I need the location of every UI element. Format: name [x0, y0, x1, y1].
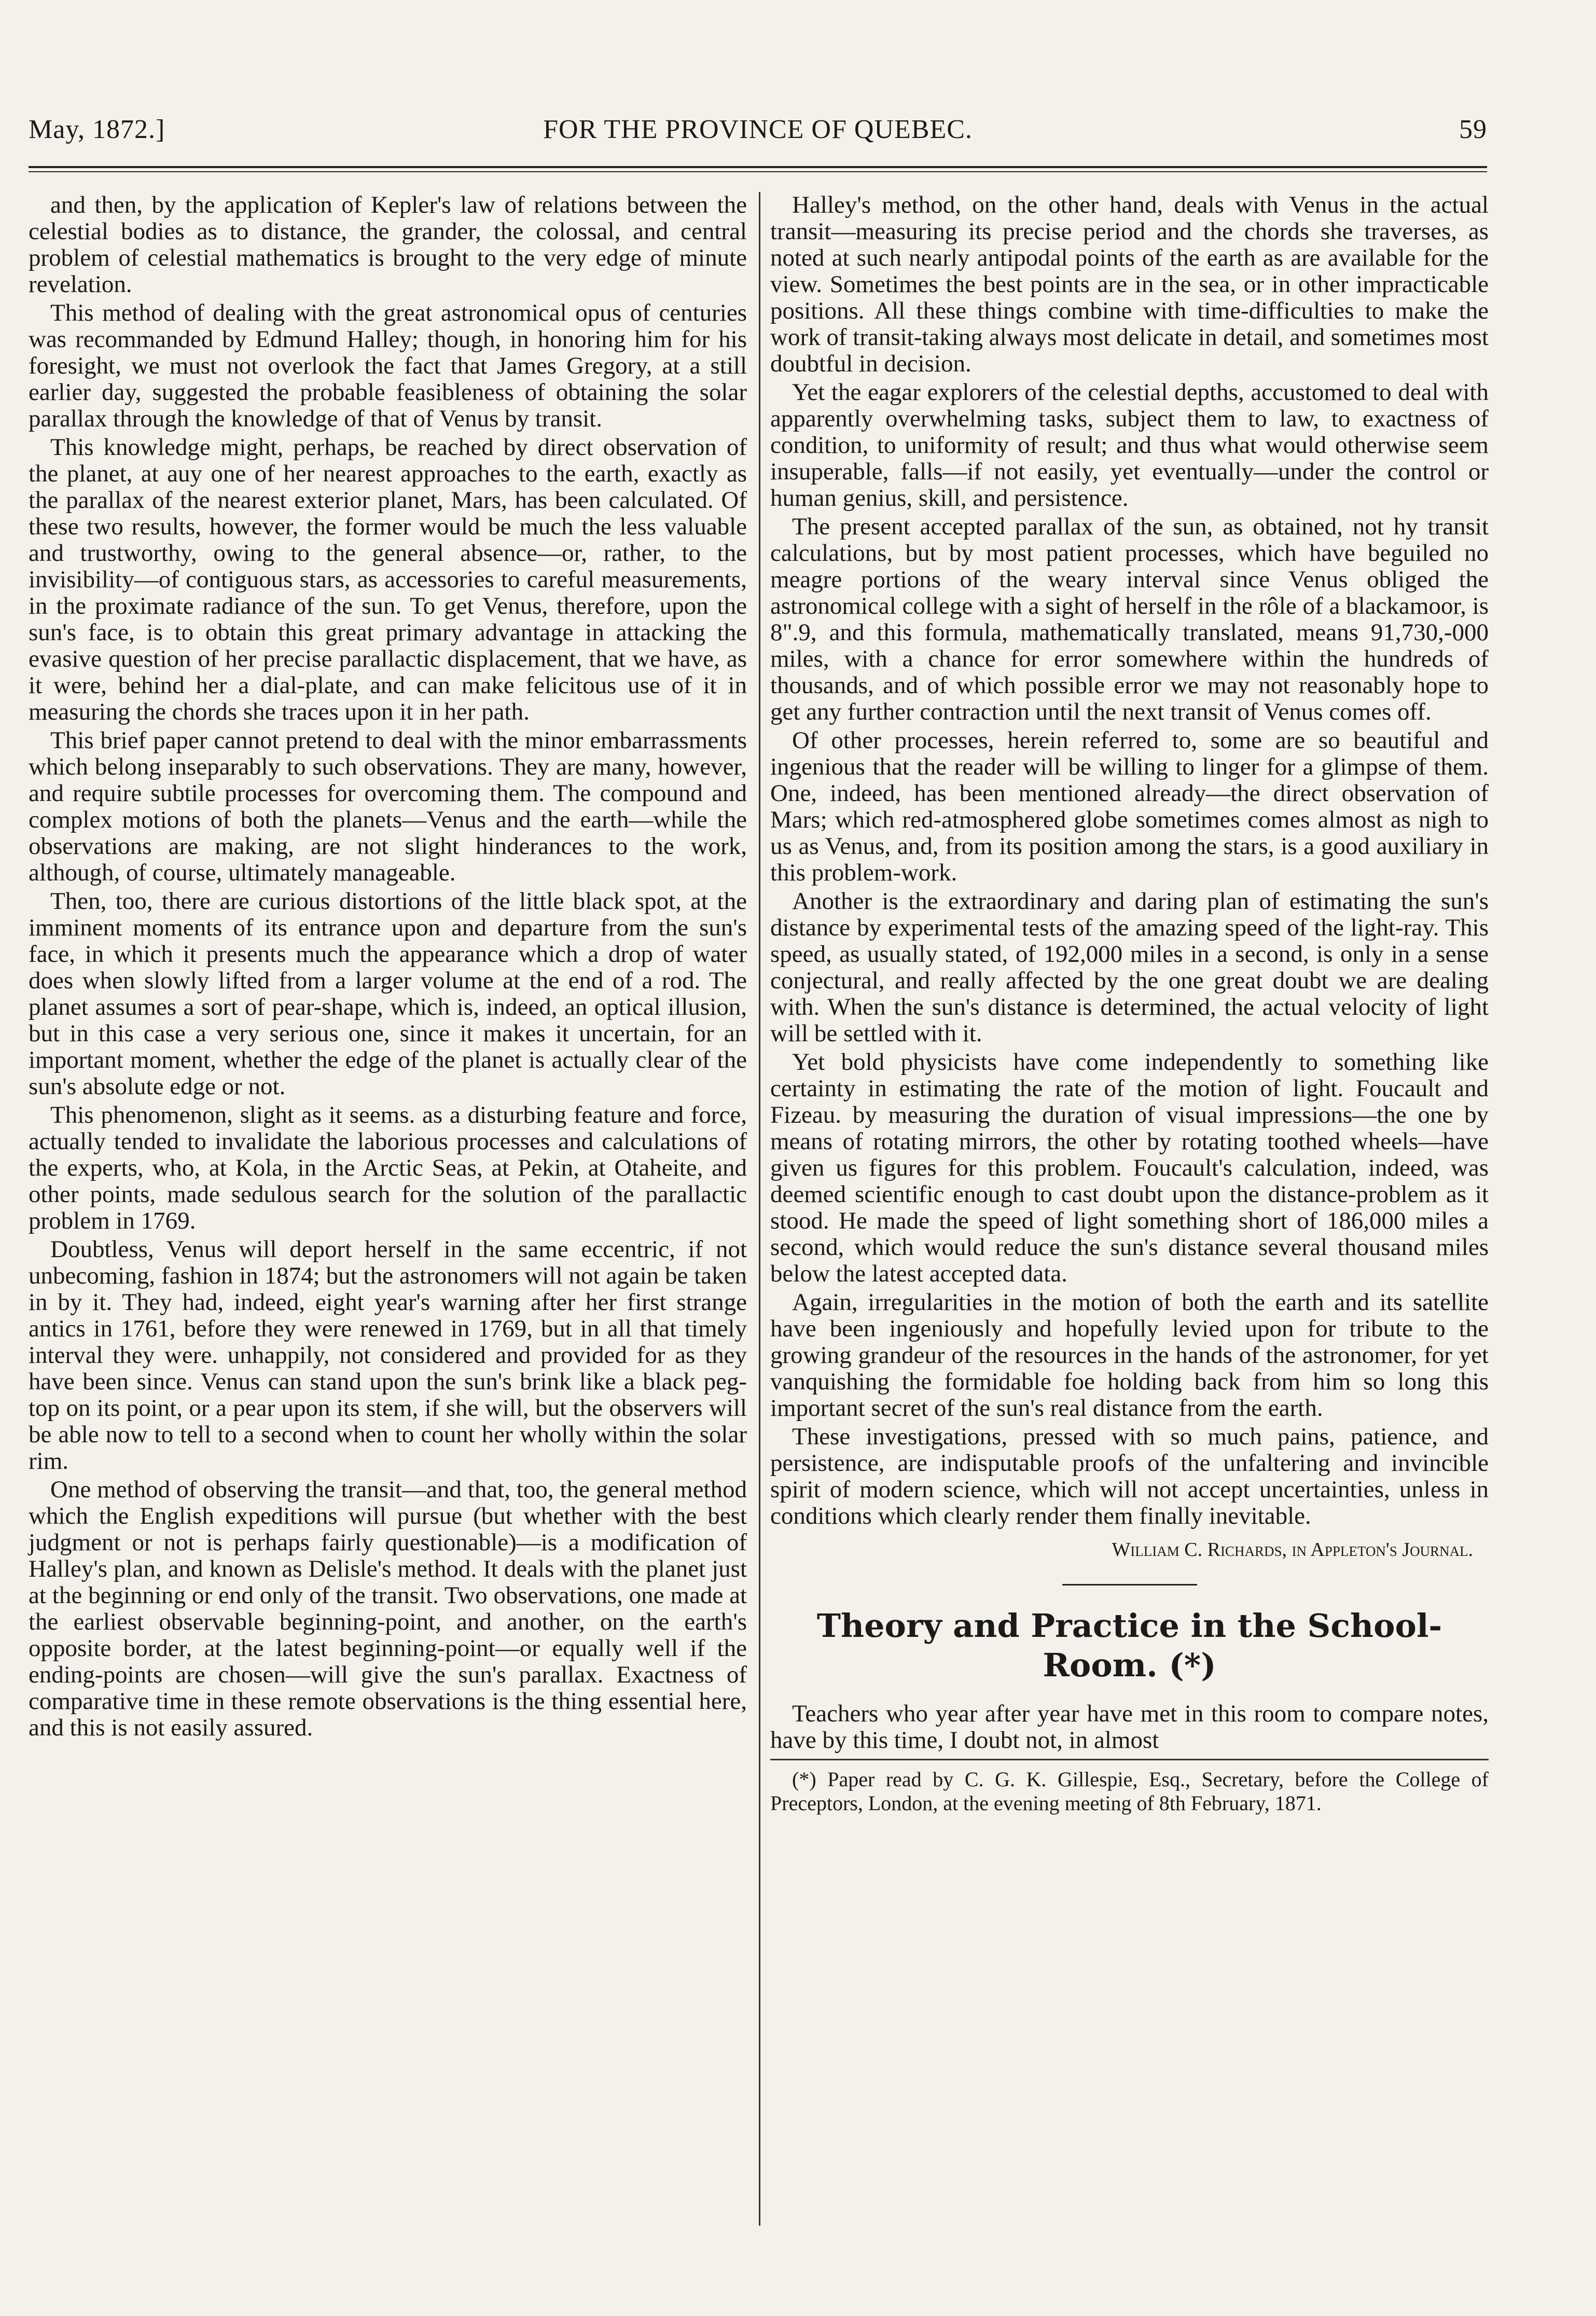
section-rule: [1062, 1584, 1197, 1586]
paragraph: Yet bold physicists have come independently to something like certainty in estimating the rate of the motion of light. Foucault and Fizeau. by measuring the duration of visual impressions—the one by means of rotating mirrors, the other by rotating toothed wheels—have given us figures for this problem. Foucault's calculation, indeed, was deemed scientific enough to cast doubt upon the distance-problem as it stood. He made the speed of light something short of 186,000 miles a second, which would reduce the sun's distance several thousand miles below the latest accepted data.: [770, 1049, 1489, 1287]
paragraph: Then, too, there are curious distortions of the little black spot, at the imminent moments of its entrance upon and departure from the sun's face, in which it presents much the appearance which a drop of water does when slowly lifted from a larger volume at the end of a rod. The planet assumes a sort of pear-shape, which is, indeed, an optical illusion, but in this case a very serious one, since it makes it uncertain, for an important moment, whether the edge of the planet is actually clear of the sun's absolute edge or not.: [29, 888, 747, 1100]
running-head: [29, 99, 1487, 161]
header-title: FOR THE PROVINCE OF QUEBEC.: [543, 115, 973, 144]
footnote-rule: [770, 1759, 1489, 1760]
paragraph: This knowledge might, perhaps, be reached by direct observation of the planet, at auy one of her nearest approaches to the earth, exactly as the parallax of the nearest exterior planet, Mars, has been calculated. Of these two results, however, the former would be much the less valuable and trustworthy, owing to the general absence—or, rather, to the invisibility—of contiguous stars, as accessories to careful measurements, in the proximate radiance of the sun. To get Venus, therefore, upon the sun's face, is to obtain this great primary advantage in attacking the evasive question of her precise parallactic displacement, that we have, as it were, behind her a dial-plate, and can make felicitous use of it in measuring the chords she traces upon it in her path.: [29, 434, 747, 725]
author-signature: William C. Richards, in Appleton's Journal.: [1112, 1539, 1473, 1561]
paragraph: This method of dealing with the great astronomical opus of centuries was recommanded by Edmund Halley; though, in honoring him for his foresight, we must not overlook the fact that James Gregory, at a still earlier day, suggested the probable feasibleness of obtaining the solar parallax through the knowledge of that of Venus by transit.: [29, 299, 747, 432]
paragraph: Doubtless, Venus will deport herself in the same eccentric, if not unbecoming, fashion in 1874; but the astronomers will not again be taken in by it. They had, indeed, eight year's warning after her first strange antics in 1761, before they were renewed in 1769, but in all that timely interval they were. unhappily, not considered and provided for as they have been since. Venus can stand upon the sun's brink like a black peg-top on its point, or a pear upon its stem, if she will, but the observers will be able now to tell to a second when to count her wholly within the solar rim.: [29, 1236, 747, 1474]
header-date: May, 1872.]: [29, 115, 165, 144]
paragraph: Halley's method, on the other hand, deals with Venus in the actual transit—measuring its precise period and the chords she traverses, as noted at such nearly antipodal points of the earth as are available for the view. Sometimes the best points are in the sea, or in other impracticable positions. All these things combine with time-difficulties to make the work of transit-taking always most delicate in detail, and sometimes most doubtful in decision.: [770, 191, 1489, 377]
column-divider: [759, 192, 760, 2226]
right-column: [770, 192, 1489, 1817]
paragraph: One method of observing the transit—and that, too, the general method which the English expeditions will pursue (but whether with the best judgment or not is perhaps fairly questionable)—is a modification of Halley's plan, and known as Delisle's method. It deals with the planet just at the beginning or end only of the transit. Two observations, one made at the earliest observable beginning-point, and another, on the earth's opposite border, at the latest beginning-point—or equally well if the ending-points are chosen—will give the sun's parallax. Exactness of comparative time in these remote observations is the thing essential here, and this is not easily assured.: [29, 1476, 747, 1741]
page: [29, 99, 1487, 2267]
header-rule: [29, 166, 1487, 172]
paragraph: These investigations, pressed with so much pains, patience, and persistence, are indisputable proofs of the unfaltering and invincible spirit of modern science, which will not accept uncertainties, unless in conditions which clearly render them finally inevitable.: [770, 1423, 1489, 1529]
footnote: (*) Paper read by C. G. K. Gillespie, Esq., Secretary, before the College of Preceptors, London, at the evening meeting of 8th February, 1871.: [770, 1768, 1489, 1815]
left-column: [29, 192, 747, 1743]
paragraph: Teachers who year after year have met in this room to compare notes, have by this time, I doubt not, in almost: [770, 1700, 1489, 1754]
paragraph: This brief paper cannot pretend to deal with the minor embarrassments which belong inseparably to such observations. They are many, however, and require subtile processes for overcoming them. The compound and complex motions of both the planets—Venus and the earth—while the observations are making, are not slight hinderances to the work, although, of course, ultimately manageable.: [29, 727, 747, 886]
paragraph: Again, irregularities in the motion of both the earth and its satellite have been ingeniously and hopefully levied upon for tribute to the growing grandeur of the resources in the hands of the astronomer, for yet vanquishing the formidable foe holding back from him so long this important secret of the sun's real distance from the earth.: [770, 1289, 1489, 1422]
paragraph: This phenomenon, slight as it seems. as a disturbing feature and force, actually tended to invalidate the laborious processes and calculations of the experts, who, at Kola, in the Arctic Seas, at Pekin, at Otaheite, and other points, made sedulous search for the solution of the parallactic problem in 1769.: [29, 1101, 747, 1234]
paragraph: Another is the extraordinary and daring plan of estimating the sun's distance by experimental tests of the amazing speed of the light-ray. This speed, as usually stated, of 192,000 miles in a second, is only in a sense conjectural, and really affected by the one great doubt we are dealing with. When the sun's distance is determined, the actual velocity of light will be settled with it.: [770, 888, 1489, 1047]
article-title: Theory and Practice in the School-Room. (*): [816, 1607, 1442, 1684]
page-number: 59: [1459, 115, 1487, 144]
paragraph: Yet the eagar explorers of the celestial depths, accustomed to deal with apparently overwhelming tasks, subject them to law, to exactness of condition, to uniformity of result; and thus what would otherwise seem insuperable, falls—if not easily, yet eventually—under the control or human genius, skill, and persistence.: [770, 379, 1489, 512]
paragraph: Of other processes, herein referred to, some are so beautiful and ingenious that the reader will be willing to linger for a glimpse of them. One, indeed, has been mentioned already—the direct observation of Mars; which red-atmosphered globe sometimes comes almost as nigh to us as Venus, and, from its position among the stars, is a good auxiliary in this problem-work.: [770, 727, 1489, 886]
paragraph: and then, by the application of Kepler's law of relations between the celestial bodies as to distance, the grander, the colossal, and central problem of celestial mathematics is brought to the very edge of minute revelation.: [29, 191, 747, 298]
paragraph: The present accepted parallax of the sun, as obtained, not hy transit calculations, but by most patient processes, which have beguiled no meagre portions of the weary interval since Venus obliged the astronomical college with a sight of herself in the rôle of a blackamoor, is 8".9, and this formula, mathematically translated, means 91,730,-000 miles, with a chance for error somewhere within the hundreds of thousands, and of which possible error we may not reasonably hope to get any further contraction until the next transit of Venus comes off.: [770, 513, 1489, 725]
